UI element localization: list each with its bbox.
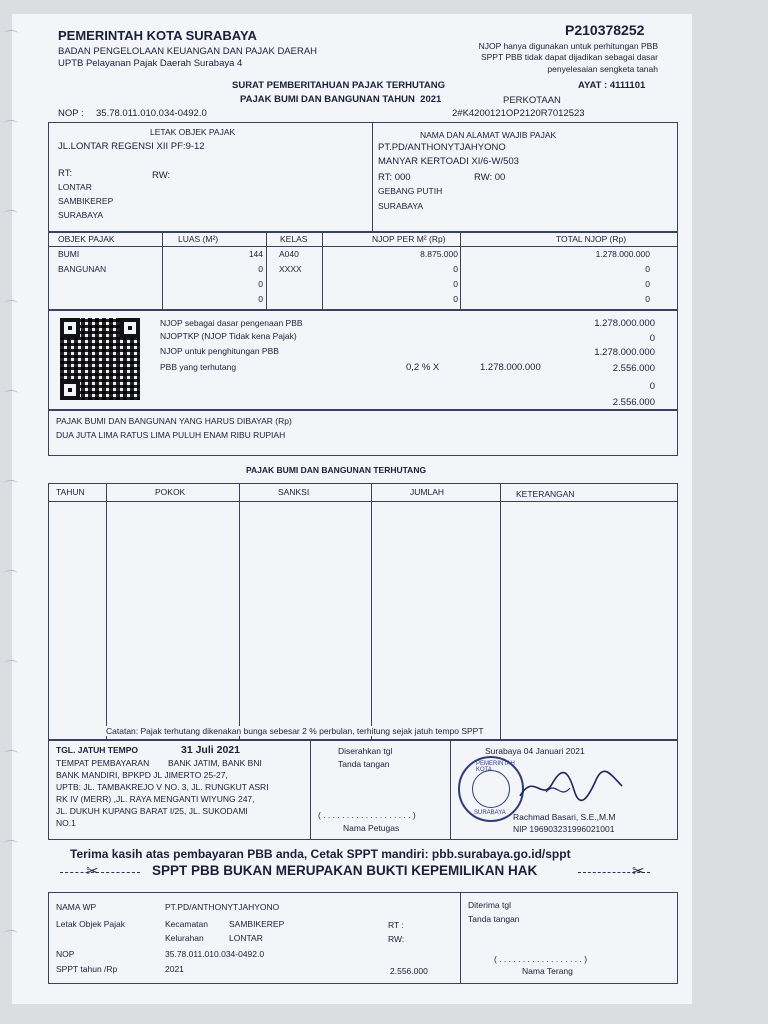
njop-cell-total: 1.278.000.000: [595, 249, 650, 259]
stub-name-label: NAMA WP: [56, 902, 97, 912]
object-rw: RW:: [152, 170, 171, 181]
interest-note: Catatan: Pajak terhutang dikenakan bunga sebesar 2 % perbulan, terhitung sejak jatuh tempo SPPT: [106, 726, 484, 736]
arrears-header-penalty: SANKSI: [278, 487, 310, 497]
taxpayer-city: SURABAYA: [378, 201, 424, 211]
calc-value-5: 0: [649, 381, 655, 392]
arrears-header-total: JUMLAH: [410, 487, 445, 497]
official-stamp: PEMERINTAH KOTA SURABAYA: [458, 756, 524, 822]
stub-kecamatan: SAMBIKEREP: [229, 919, 285, 929]
issue-city-date: Surabaya 04 Januari 2021: [485, 746, 585, 756]
binder-hole: [4, 660, 18, 667]
stub-received-label: Diterima tgl: [468, 900, 511, 910]
calc-value-4: 2.556.000: [612, 363, 655, 374]
perkotaan-label: PERKOTAAN: [503, 95, 561, 106]
officer-name-label: Nama Petugas: [343, 823, 400, 833]
payment-place-1: BANK MANDIRI, BPKPD JL JIMERTO 25-27,: [56, 770, 228, 780]
taxpayer-name: PT.PD/ANTHONYTJAHYONO: [378, 142, 506, 153]
binder-hole: [4, 120, 18, 127]
stub-signature-label: Tanda tangan: [468, 914, 520, 924]
njop-cell-area: 0: [258, 279, 263, 289]
stub-name-sign-label: Nama Terang: [522, 966, 573, 976]
stub-rw: RW:: [388, 934, 405, 944]
receipt-stub: [48, 892, 678, 984]
njop-cell-per-m2: 0: [453, 294, 458, 304]
taxpayer-rt: RT: 000: [378, 172, 411, 183]
arrears-header-year: TAHUN: [56, 487, 85, 497]
object-address: JL.LONTAR REGENSI XII PF:9-12: [58, 141, 205, 152]
agency-name: BADAN PENGELOLAAN KEUANGAN DAN PAJAK DAERAH: [58, 46, 318, 57]
njop-header-object: OBJEK PAJAK: [58, 234, 115, 244]
binder-hole: [4, 570, 18, 577]
stub-year-label: SPPT tahun /Rp: [56, 964, 118, 974]
taxpayer-kelurahan: GEBANG PUTIH: [378, 186, 443, 196]
calc-label-njop-calc: NJOP untuk penghitungan PBB: [160, 346, 279, 356]
stub-nop: 35.78.011.010.034-0492.0: [165, 949, 265, 959]
officer-signature-line: ( . . . . . . . . . . . . . . . . . . . ): [318, 810, 416, 820]
officer-signature-label: Tanda tangan: [338, 759, 390, 769]
ayat-code: AYAT : 4111101: [578, 80, 646, 91]
njop-cell-object: BUMI: [58, 249, 80, 259]
calc-value-3: 1.278.000.000: [594, 347, 655, 358]
stub-amount: 2.556.000: [390, 966, 428, 976]
payment-place-label: TEMPAT PEMBAYARAN: [56, 758, 150, 768]
calculation-box: [48, 310, 678, 410]
document-code: P210378252: [565, 22, 645, 38]
stub-kelurahan: LONTAR: [229, 933, 263, 943]
njop-cell-total: 0: [645, 294, 650, 304]
njop-header-total: TOTAL NJOP (Rp): [556, 234, 627, 244]
taxpayer-heading: NAMA DAN ALAMAT WAJIB PAJAK: [420, 130, 557, 140]
taxpayer-address: MANYAR KERTOADI XI/6-W/503: [378, 156, 519, 167]
nop-value: 35.78.011.010.034-0492.0: [96, 108, 207, 119]
njop-note-3: penyelesaian sengketa tanah: [547, 64, 658, 74]
stub-location-label: Letak Objek Pajak: [56, 919, 125, 929]
njop-cell-class: A040: [279, 249, 299, 259]
binder-hole: [4, 300, 18, 307]
reference-number: 2#K4200121OP2120R7012523: [452, 108, 585, 119]
njop-cell-area: 0: [258, 264, 263, 274]
calc-value-2: 0: [649, 333, 655, 344]
calc-label-pbb-owed: PBB yang terhutang: [160, 362, 237, 372]
stub-kecamatan-label: Kecamatan: [165, 919, 208, 929]
stub-name: PT.PD/ANTHONYTJAHYONO: [165, 902, 280, 912]
payment-place-2: UPTB: JL. TAMBAKREJO V NO. 3, JL. RUNGKUT ASRI: [56, 782, 269, 792]
calc-base: 1.278.000.000: [480, 362, 541, 373]
njop-header-class: KELAS: [280, 234, 308, 244]
stub-year: 2021: [165, 964, 184, 974]
njop-note-2: SPPT PBB tidak dapat dijadikan sebagai dasar: [480, 52, 658, 62]
njop-cell-total: 0: [645, 279, 650, 289]
cut-line: [60, 872, 140, 873]
binder-hole: [4, 840, 18, 847]
stub-kelurahan-label: Kelurahan: [165, 933, 204, 943]
stub-nop-label: NOP: [56, 949, 75, 959]
unit-name: UPTB Pelayanan Pajak Daerah Surabaya 4: [58, 58, 243, 69]
njop-cell-object: BANGUNAN: [58, 264, 107, 274]
ownership-warning: SPPT PBB BUKAN MERUPAKAN BUKTI KEPEMILIKAN HAK: [152, 863, 538, 878]
binder-hole: [4, 30, 18, 37]
payment-place-4: JL. DUKUH KUPANG BARAT I/25, JL. SUKODAMI: [56, 806, 248, 816]
njop-cell-per-m2: 0: [453, 264, 458, 274]
official-signature: [516, 762, 626, 812]
document-title: SURAT PEMBERITAHUAN PAJAK TERHUTANG: [232, 80, 446, 91]
official-nip: NIP 196903231996021001: [513, 824, 615, 834]
calc-value-6: 2.556.000: [612, 397, 655, 408]
object-city: SURABAYA: [58, 210, 104, 220]
njop-cell-area: 144: [248, 249, 263, 259]
document-subtitle: PAJAK BUMI DAN BANGUNAN TAHUN 2021: [240, 94, 442, 105]
binder-hole: [4, 930, 18, 937]
object-kecamatan: SAMBIKEREP: [58, 196, 114, 206]
calc-value-1: 1.278.000.000: [594, 318, 655, 329]
njop-header-area: LUAS (M²): [178, 234, 219, 244]
taxpayer-rw: RW: 00: [474, 172, 506, 183]
object-rt: RT:: [58, 168, 73, 179]
qr-code: [60, 318, 140, 400]
stub-rt: RT :: [388, 920, 404, 930]
njop-header-per-m2: NJOP PER M² (Rp): [372, 234, 446, 244]
njop-cell-class: XXXX: [279, 264, 302, 274]
payment-banks: BANK JATIM, BANK BNI: [168, 758, 262, 768]
payment-place-3: RK IV (MERR) ,JL. RAYA MENGANTI WIYUNG 247,: [56, 794, 255, 804]
binder-hole: [4, 750, 18, 757]
scissors-icon: ✂: [632, 863, 645, 880]
binder-hole: [4, 480, 18, 487]
object-owner-box: [48, 122, 678, 232]
calc-label-njoptkp: NJOPTKP (NJOP Tidak kena Pajak): [160, 331, 297, 341]
arrears-header-principal: POKOK: [155, 487, 186, 497]
calc-label-njop-base: NJOP sebagai dasar pengenaan PBB: [160, 318, 303, 328]
arrears-title: PAJAK BUMI DAN BANGUNAN TERHUTANG: [246, 465, 427, 475]
nop-label: NOP :: [58, 108, 84, 119]
calc-rate: 0,2 % X: [406, 362, 440, 373]
payment-place-5: NO.1: [56, 818, 76, 828]
gov-title: PEMERINTAH KOTA SURABAYA: [58, 28, 257, 43]
scissors-icon: ✂: [86, 863, 99, 880]
binder-hole: [4, 210, 18, 217]
njop-cell-total: 0: [645, 264, 650, 274]
official-name: Rachmad Basari, S.E.,M.M: [513, 812, 616, 822]
binder-hole: [4, 390, 18, 397]
object-location-heading: LETAK OBJEK PAJAK: [150, 127, 236, 137]
njop-note-1: NJOP hanya digunakan untuk perhitungan PBB: [478, 41, 658, 51]
payment-in-words: DUA JUTA LIMA RATUS LIMA PULUH ENAM RIBU RUPIAH: [56, 430, 286, 440]
object-kelurahan: LONTAR: [58, 182, 92, 192]
njop-cell-per-m2: 8.875.000: [420, 249, 458, 259]
payment-label: PAJAK BUMI DAN BANGUNAN YANG HARUS DIBAYAR (Rp): [56, 416, 292, 426]
njop-cell-per-m2: 0: [453, 279, 458, 289]
handover-date-label: Diserahkan tgl: [338, 746, 393, 756]
stub-signature-line: ( . . . . . . . . . . . . . . . . . . ): [494, 954, 588, 964]
due-date-label: TGL. JATUH TEMPO: [56, 745, 139, 755]
njop-cell-area: 0: [258, 294, 263, 304]
thank-you-note: Terima kasih atas pembayaran PBB anda, Cetak SPPT mandiri: pbb.surabaya.go.id/sppt: [70, 847, 571, 861]
arrears-header-remarks: KETERANGAN: [516, 489, 575, 499]
arrears-table: [48, 483, 678, 740]
due-date: 31 Juli 2021: [181, 744, 240, 756]
